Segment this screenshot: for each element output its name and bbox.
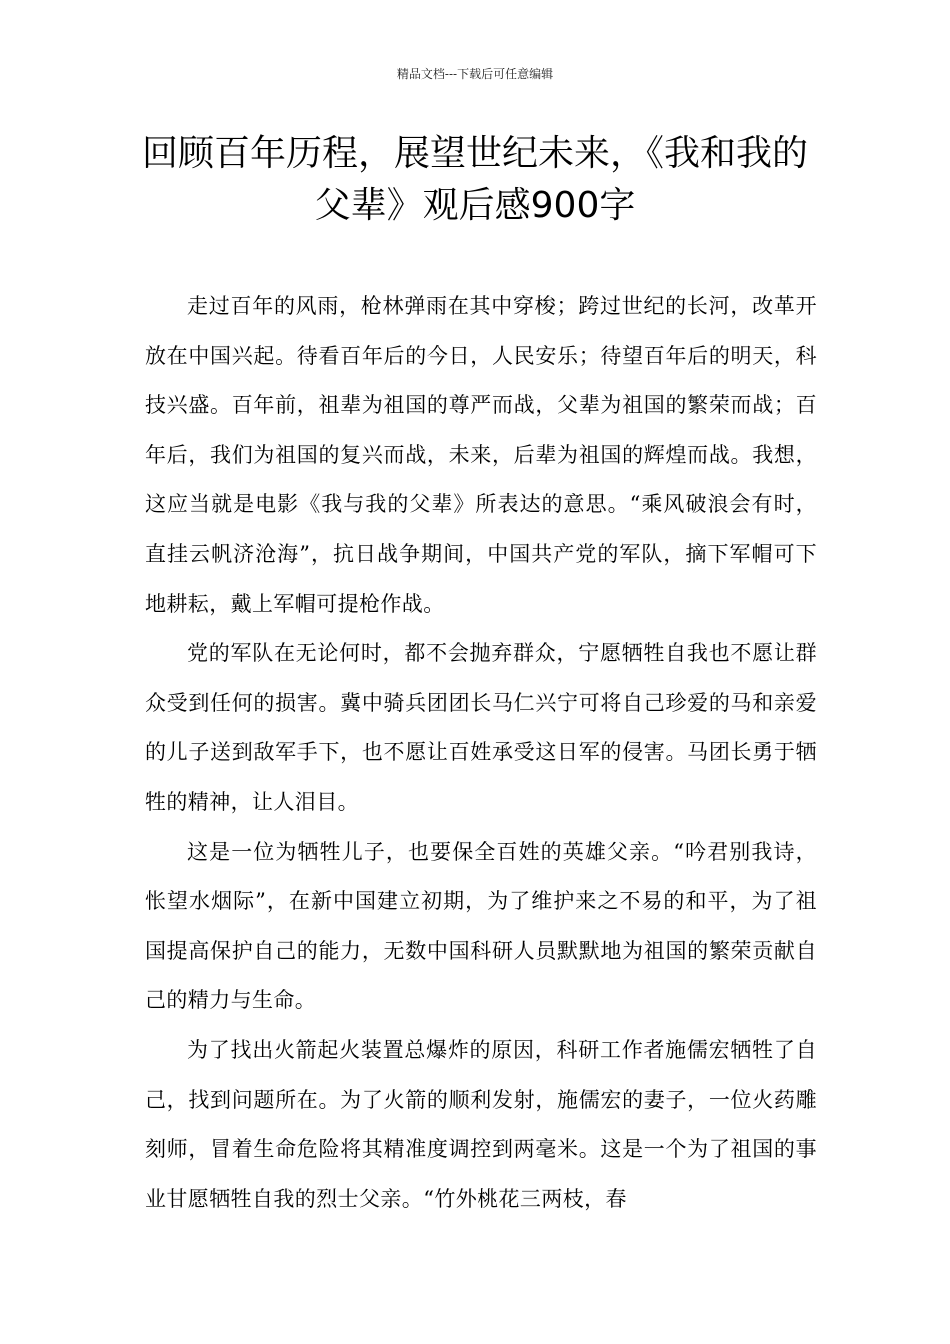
paragraph-4: 为了找出火箭起火装置总爆炸的原因，科研工作者施儒宏牺牲了自己，找到问题所在。为了火箭的顺利发射，施儒宏的妻子，一位火药雕刻师，冒着生命危险将其精准度调控到两毫米。这是一个为了祖国的事业甘愿牺牲自我的烈士父亲。“竹外桃花三两枝，春	[145, 1037, 817, 1211]
paragraph-2: 党的军队在无论何时，都不会抛弃群众，宁愿牺牲自我也不愿让群众受到任何的损害。冀中骑兵团团长马仁兴宁可将自己珍爱的马和亲爱的儿子送到敌军手下，也不愿让百姓承受这日军的侵害。马团长勇于牺牲的精神，让人泪目。	[145, 641, 817, 814]
header-note: 精品文档---下载后可任意编辑	[396, 67, 554, 81]
paragraph-1: 走过百年的风雨，枪林弹雨在其中穿梭；跨过世纪的长河，改革开放在中国兴起。待看百年后的今日，人民安乐；待望百年后的明天，科技兴盛。百年前，祖辈为祖国的尊严而战，父辈为祖国的繁荣而战；百年后，我们为祖国的复兴而战，未来，后辈为祖国的辉煌而战。我想，这应当就是电影《我与我的父辈》所表达的意思。“乘风破浪会有时，直挂云帆济沧海”，抗日战争期间，中国共产党的军队，摘下军帽可下地耕耘，戴上军帽可提枪作战。	[145, 294, 817, 616]
body-text	[145, 282, 817, 1224]
paragraph-3: 这是一位为牺牲儿子，也要保全百姓的英雄父亲。“吟君别我诗，怅望水烟际”，在新中国建立初期，为了维护来之不易的和平，为了祖国提高保护自己的能力，无数中国科研人员默默地为祖国的繁荣贡献自己的精力与生命。	[145, 839, 817, 1013]
document-title: 回顾百年历程，展望世纪未来，《我和我的父辈》观后感900字	[141, 133, 808, 226]
